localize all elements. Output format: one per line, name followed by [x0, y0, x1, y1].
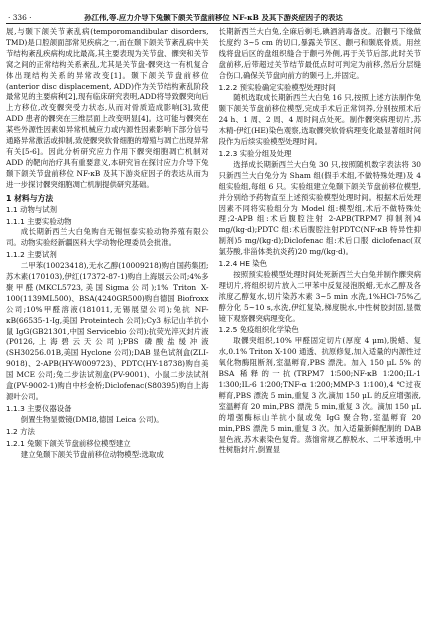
section-heading-materials-methods: 1 材料与方法 — [6, 193, 54, 203]
right-column — [219, 27, 422, 637]
left-column — [6, 27, 209, 637]
running-header — [6, 0, 421, 24]
paragraph-pre-experiment: 随机选取成长期新西兰大白兔 16 只,按照上述方法制作兔颞下颌关节盘前移位模型,完成手术后正常饲养,分别按照术后 24 h、1 周、2 周、4 周时间点处死。制作髁突病理切片,苏木精-伊红(HE)染色观察,选取髁突软骨病理变化最显著组时间段作为后续实验模型处理时间。 — [218, 93, 421, 147]
heading-main-reagents: 1.1.2 主要试剂 — [6, 250, 57, 260]
paragraph-model-continued: 长期新西兰大白兔,全麻后剃毛,碘酒消毒备皮。沿颧弓下缘做长度约 3~5 cm 的切口,暴露关节区、颧弓和颞底骨质。用丝线将盘后区的盘组织缝合于颧弓外侧,再于关节后部,此时关节盘前移,后带超过关节结节最低点时可判定为前移,然后分层缝合伤口,确保关节盘向前方的颞弓上,并固定。 — [218, 27, 421, 80]
heading-ihc-staining: 1.2.5 免疫组织化学染色 — [218, 325, 299, 335]
heading-main-animals: 1.1.1 主要实验动物 — [6, 216, 72, 226]
paragraph-reagents: 二甲苯(10023418),无水乙醇(10009218)购自国药集团;苏木素(170103),伊红(17372-87-1)购自上海展云公司;4%多聚甲醛(MKCL5723,美国Sigma公司);1% Triton X-100(1139ML500)、BSA(4240GR500)购自德国 Biofroxx 公司;10%甲醛溶液(181011,无锡展望公司);兔抗 NF-κB(66535-1-Ig,美国 Proteintech 公司);Cy3 标记山羊抗小鼠 IgG(GB21301,中国 Servicebio 公司);抗荧光淬灭封片液(P0126,上海碧云天公司);PBS 磷酸盐缓冲液(SH30256.01B,美国 Hyclone 公司);DAB 显色试剂盒(ZLI-9018)、2-APB(HY-W009723)、PDTC(HY-18738)购自美国 MCE 公司;兔二步法试剂盒(PV-9001)、小鼠二步法试剂盒(PV-9002-1)购自中杉金桥;Diclofenac(S80395)购自上海源叶公司。 — [6, 261, 209, 401]
paragraph-model-establishment: 建立兔颞下颌关节盘前移位动物模型:选取成 — [20, 449, 164, 459]
paragraph-grouping: 选择成长期新西兰大白兔 30 只,按照随机数字表法将 30 只新西兰大白兔分为 Sham 组(假手术组,不做特殊处理)及 4 组实验组,每组 6 只。实验组建立兔颞下颌关节盘前移位模型,并分别给予药物直至上述预实验模型处理时间。根据术后处理因素不同将实验组分为 Model 组:模型组,术后不做特殊处理;2-APB 组:术后腹腔注射 2-APB(TRPM7 抑制剂)4 mg/(kg·d);PDTC 组:术后腹腔注射PDTC(NF-κB 特异性抑制剂)5 mg/(kg·d);Diclofenac 组:术后口服 diclofenac(双氯芬酸,非甾体类抗炎药)20 mg/(kg·d)。 — [218, 159, 421, 257]
heading-pre-experiment: 1.2.2 预实验确定实验模型处理时间 — [218, 82, 336, 92]
heading-main-instruments: 1.1.3 主要仪器设备 — [6, 403, 72, 413]
heading-grouping: 1.2.3 实验分组及处理 — [218, 148, 292, 158]
paragraph-ihc-staining: 取髁突组织,10% 甲醛固定切片(厚度 4 μm),脱蜡、复水,0.1% Triton X-100 通透、抗原修复,加入适量的内源性过氧化物酶阻断剂,室温孵育,PBS 漂洗。加入 150 μL 5% 的 BSA 稀释的一抗(TRPM7 1∶500;NF-κB 1∶200;IL-1 1∶300;IL-6 1∶200;TNF-α 1∶200;MMP-3 1∶100),4 ℃过夜孵育,PBS 漂洗 5 min,重复 3 次,滴加 150 μL 的反应增强液,室温孵育 20 min,PBS 漂洗 5 min,重复 3 次。滴加 150 μL 的增强酶标山羊抗小鼠或兔 IgG 聚合物,室温孵育 20 min,PBS 漂洗 5 min,重复 3 次。加入适量新鲜配制的 DAB 显色液,苏木素染色复背。蒸馏常规乙醇脱水、二甲苯透明,中性树脂封片,倒置显 — [218, 336, 421, 455]
heading-model-establishment: 1.2.1 兔颞下颌关节盘前移位模型建立 — [6, 438, 131, 448]
paragraph-he-staining: 按照预实验模型处理时间处死新西兰大白兔并制作髁突病理切片,将组织切片放入二甲苯中反复浸泡脱蜡,无水乙醇及各浓度乙醇复水,切片染苏木素 3~5 min 水洗,1%HCl-75%乙醇分化 5~10 s,水洗,伊红复染,梯度脱水,中性树胶封固,显微镜下观察髁突病理变化。 — [218, 269, 421, 323]
subsection-heading-methods: 1.2 方法 — [6, 426, 35, 436]
running-title: 孙江伟,等.应力介导下兔颞下颌关节盘前移位 NF-κB 及其下游炎症因子的表达 — [84, 13, 343, 21]
page-number: · 336 · — [8, 12, 32, 22]
intro-paragraph: 展,与颞下颌关节紊乱病(temporomandibular disorders, TMD)是口腔颌面部常见疾病之一,而在颞下颌关节紊乱病中关节结构紊乱疾病构成比最高,其主要表现为关节盘、髁突和关节窝之间的正常结构关系紊乱,尤其是关节盘-髁突这一有机复合体出现结构关系的异常改变[1]。颞下颌关节盘前移位(anterior disc displacement, ADD)作为关节结构紊乱阶段最常见的主要病种[2],现有临床研究表明,ADD将导致髁突向后上方移位,改变髁突受力状态,从而对骨质造成影响[3],致使 ADD 患者的髁突在三维层面上改变明显[4]。这可能与髁突在某些外源性因素如异常机械应力或内源性因素影响下部分信号通路异常激活或抑制,致使髁突软骨细胞的增殖与凋亡出现异常有关[5-6]。因此分析研究应力作用下髁突细胞凋亡机制对 ADD 的靶向治疗具有重要意义,本研究旨在探讨应力介导下兔颞下颌关节盘前移位 NF-κB 及其下游炎症因子的表达从而为进一步探讨髁突细胞凋亡机制提供研究基础。 — [6, 27, 209, 189]
subsection-heading-animals-reagents: 1.1 动物与试剂 — [6, 204, 58, 214]
paragraph-instruments: 倒置生物显微镜(DMI8,德国 Leica 公司)。 — [20, 414, 164, 424]
two-column-body — [6, 27, 421, 637]
paragraph-animals: 成长期新西兰大白兔购自无锡恒泰实验动物养殖有限公司。动物实验经新疆医科大学动物伦理委员会批准。 — [6, 227, 209, 248]
heading-he-staining: 1.2.4 HE 染色 — [218, 259, 268, 269]
